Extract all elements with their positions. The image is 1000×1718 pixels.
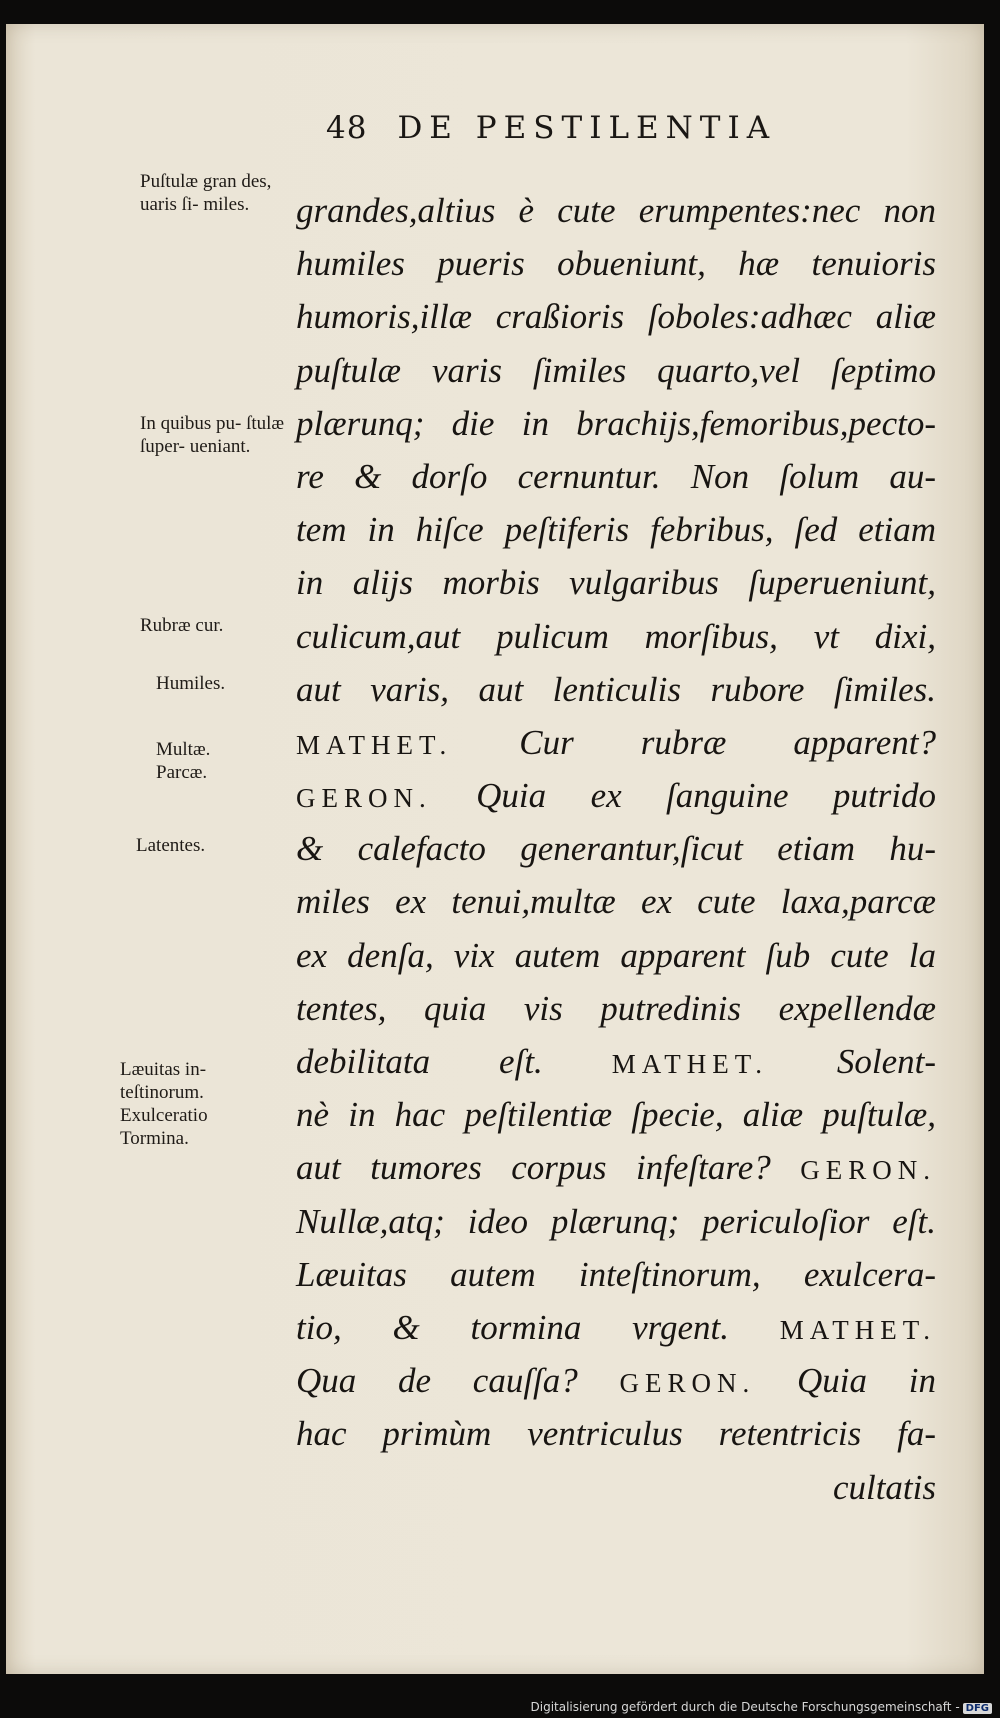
running-title: DE PESTILENTIA — [397, 110, 777, 146]
text-line: tem in hiſce peſtiferis febribus, ſed etiam — [296, 510, 936, 550]
digitization-credit — [531, 1700, 993, 1714]
dialogue-text: Cur rubræ apparent? — [519, 722, 937, 762]
dialogue-line — [296, 769, 936, 822]
text-line: miles ex tenui,multæ ex cute laxa,parcæ — [296, 882, 936, 922]
speaker-label: MATHET. — [296, 729, 453, 760]
text-line: & calefacto generantur,ſicut etiam hu- — [296, 829, 936, 869]
main-text — [296, 184, 936, 1514]
page-number: 48 — [326, 110, 368, 146]
speaker-label: MATHET. — [779, 1314, 936, 1345]
dialogue-text: debilitata eſt. — [296, 1042, 543, 1081]
dialogue-line — [296, 1035, 936, 1088]
book-page — [6, 24, 984, 1674]
credit-text: Digitalisierung gefördert durch die Deutsche Forschungsgemeinschaft - — [530, 1700, 960, 1714]
text-line: Nullæ,atq; ideo plærunq; periculoſior eſt. — [296, 1201, 936, 1241]
text-line: aut varis, aut lenticulis rubore ſimiles. — [296, 669, 936, 709]
text-line: plærunq; die in brachijs,femoribus,pecto- — [296, 403, 936, 443]
text-line: Læuitas autem inteſtinorum, exulcera- — [296, 1254, 936, 1294]
text-line: ex denſa, vix autem apparent ſub cute la — [296, 935, 936, 975]
speaker-label: GERON. — [800, 1155, 937, 1186]
text-line: re & dorſo cernuntur. Non ſolum au- — [296, 456, 936, 496]
margin-note-rubrae: Rubræ cur. — [140, 615, 224, 636]
speaker-label: GERON. — [296, 783, 432, 814]
text-line: humiles pueris obueniunt, hæ tenuioris — [296, 244, 936, 284]
dialogue-text: Solent- — [836, 1042, 936, 1081]
margin-note-multae: Multæ. Parcæ. — [156, 739, 211, 783]
speaker-label: GERON. — [619, 1368, 756, 1399]
dialogue-text: tio, & tormina vrgent. — [296, 1307, 729, 1347]
text-line: culicum,aut pulicum morſibus, vt dixi, — [296, 616, 936, 656]
dialogue-line — [296, 1301, 936, 1354]
margin-note-pustulae: Puſtulæ gran des, uaris ſi- miles. — [140, 171, 272, 215]
dialogue-line — [296, 716, 936, 769]
dialogue-line — [296, 1354, 936, 1407]
text-line: in alijs morbis vulgaribus ſuperueniunt, — [296, 563, 936, 603]
text-line: puſtulæ varis ſimiles quarto,vel ſeptimo — [296, 350, 936, 390]
margin-note-humiles: Humiles. — [156, 673, 226, 694]
dialogue-text: Qua de cauſſa? — [296, 1361, 578, 1401]
margin-note-in-quibus: In quibus pu- ſtulæ ſuper- ueniant. — [140, 413, 285, 457]
dialogue-text: Quia ex ſanguine putrido — [476, 776, 936, 816]
dialogue-text: aut tumores corpus infeſtare? — [296, 1148, 771, 1188]
text-line: humoris,illæ craßioris ſoboles:adhæc aliæ — [296, 297, 936, 337]
text-line: nè in hac peſtilentiæ ſpecie, aliæ puſtulæ, — [296, 1095, 936, 1135]
dialogue-line — [296, 1141, 936, 1194]
dfg-logo: DFG — [963, 1703, 992, 1714]
text-line: hac primùm ventriculus retentricis fa- — [296, 1414, 936, 1454]
running-header — [326, 110, 776, 146]
margin-note-latentes: Latentes. — [136, 835, 206, 856]
text-line: tentes, quia vis putredinis expellendæ — [296, 988, 936, 1028]
dialogue-text: Quia in — [797, 1361, 936, 1401]
speaker-label: MATHET. — [611, 1049, 768, 1079]
text-line: grandes,altius è cute erumpentes:nec non — [296, 191, 936, 230]
catchword: cultatis — [832, 1467, 936, 1507]
margin-note-laevitas: Læuitas in- teſtinorum. Exulceratio Tormina. — [120, 1059, 208, 1149]
